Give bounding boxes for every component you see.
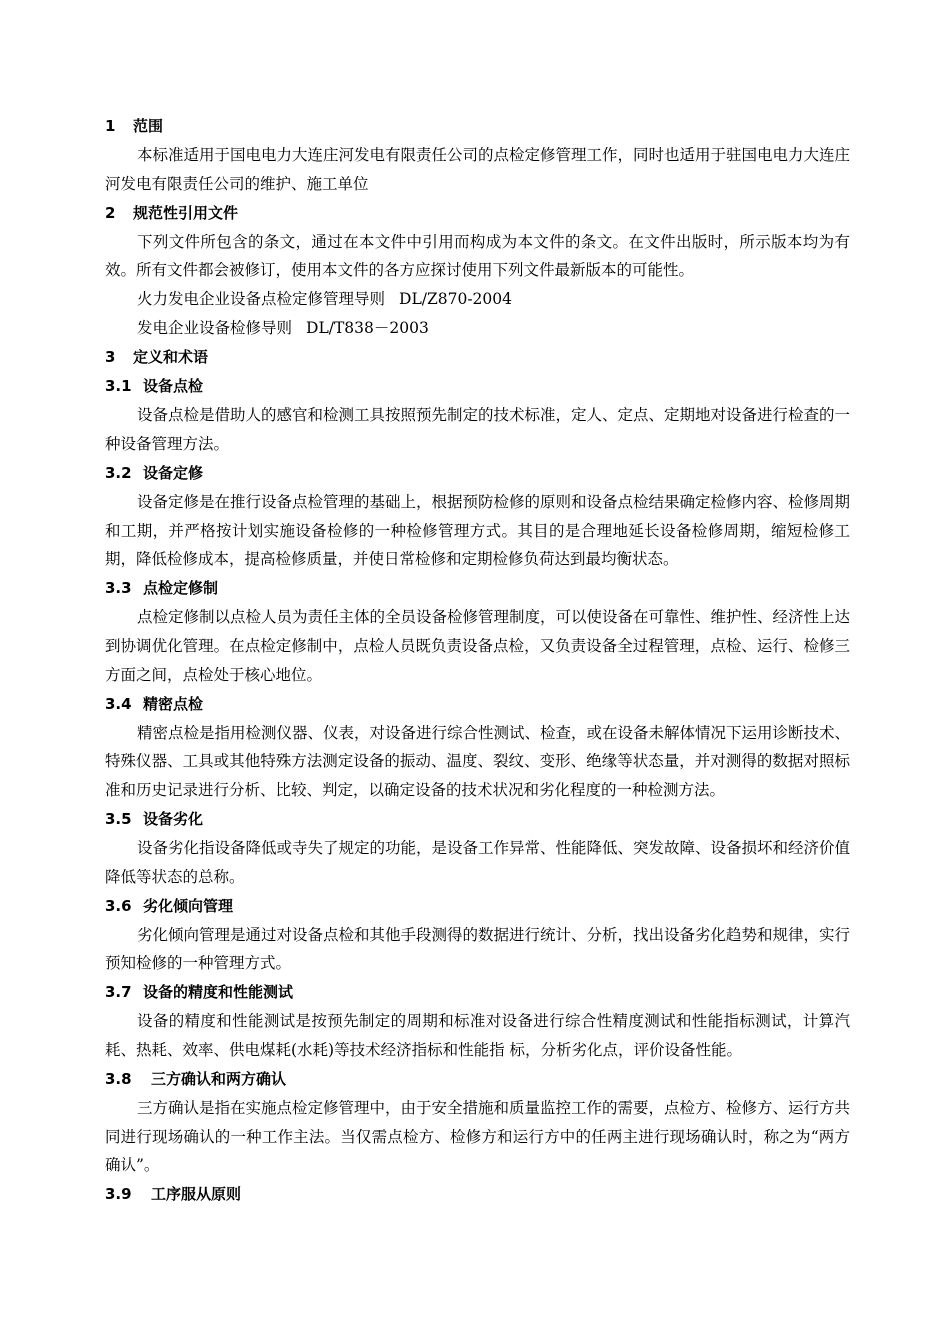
section-number: 2 bbox=[105, 203, 116, 222]
section-3-8-heading bbox=[105, 1065, 850, 1094]
reference-code: DL/T838－2003 bbox=[306, 319, 429, 338]
section-title: 设备的精度和性能测试 bbox=[143, 983, 294, 1002]
section-number: 3.2 bbox=[105, 463, 132, 482]
section-number: 3.9 bbox=[105, 1185, 132, 1204]
reference-name: 发电企业设备检修导则 bbox=[137, 319, 293, 338]
section-3-2-heading bbox=[105, 459, 850, 488]
section-1-body: 本标准适用于国电电力大连庄河发电有限责任公司的点检定修管理工作，同时也适用于驻国电电力大连庄河发电有限责任公司的维护、施工单位 bbox=[105, 146, 851, 193]
reference-name: 火力发电企业设备点检定修管理导则 bbox=[137, 290, 386, 309]
section-3-1-body: 设备点检是借助人的感官和检测工具按照预先制定的技术标准，定人、定点、定期地对设备进行检查的一种设备管理方法。 bbox=[105, 406, 851, 453]
section-3-7-body: 设备的精度和性能测试是按预先制定的周期和标准对设备进行综合性精度测试和性能指标测试，计算汽耗、热耗、效率、供电煤耗(水耗)等技术经济指标和性能指 标，分析劣化点，评价设备性能。 bbox=[105, 1012, 850, 1059]
section-title: 规范性引用文件 bbox=[133, 203, 239, 222]
section-title: 定义和术语 bbox=[133, 348, 209, 367]
section-number: 3.5 bbox=[105, 809, 132, 828]
section-3-5-heading bbox=[105, 805, 850, 834]
section-title: 精密点检 bbox=[143, 694, 204, 713]
reference-item bbox=[105, 285, 850, 314]
section-number: 3.8 bbox=[105, 1069, 132, 1088]
section-title: 设备定修 bbox=[143, 463, 204, 482]
section-title: 设备点检 bbox=[143, 377, 204, 396]
section-3-3-heading bbox=[105, 574, 850, 603]
section-3-6-body: 劣化倾向管理是通过对设备点检和其他手段测得的数据进行统计、分析，找出设备劣化趋势和规律，实行预知检修的一种管理方式。 bbox=[105, 925, 851, 973]
section-number: 3 bbox=[105, 348, 116, 367]
section-title: 点检定修制 bbox=[143, 579, 219, 598]
section-3-6-heading bbox=[105, 892, 850, 921]
section-3-5-body: 设备劣化指设备降低或寺失了规定的功能，是设备工作异常、性能降低、突发故障、设备损坏和经济价值降低等状态的总称。 bbox=[105, 838, 851, 886]
section-number: 3.6 bbox=[105, 896, 132, 915]
document-page bbox=[105, 112, 850, 1209]
section-2-body: 下列文件所包含的条文，通过在本文件中引用而构成为本文件的条文。在文件出版时，所示版本均为有效。所有文件都会被修订，使用本文件的各方应探讨使用下列文件最新版本的可能性。 bbox=[105, 232, 850, 280]
section-title: 三方确认和两方确认 bbox=[151, 1069, 287, 1088]
section-number: 3.1 bbox=[105, 377, 132, 396]
section-3-7-heading bbox=[105, 978, 850, 1007]
section-number: 1 bbox=[105, 117, 116, 135]
section-3-4-body: 精密点检是指用检测仪器、仪表，对设备进行综合性测试、检查，或在设备未解体情况下运用诊断技术、特殊仪器、工具或其他特殊方法测定设备的振动、温度、裂纹、变形、绝缘等状态量，并对测得的数据对照标准和历史记录进行分析、比较、判定，以确定设备的技术状况和劣化程度的一种检测方法。 bbox=[105, 723, 851, 800]
section-number: 3.4 bbox=[105, 694, 132, 713]
section-3-8-body: 三方确认是指在实施点检定修管理中，由于安全措施和质量监控工作的需要，点检方、检修方、运行方共同进行现场确认的一种工作主法。当仅需点检方、检修方和运行方中的任两主进行现场确认时，称之为“两方确认”。 bbox=[105, 1098, 851, 1175]
section-title: 工序服从原则 bbox=[151, 1185, 242, 1204]
section-3-9-heading bbox=[105, 1180, 850, 1209]
section-3-2-body: 设备定修是在推行设备点检管理的基础上，根据预防检修的原则和设备点检结果确定检修内容、检修周期和工期，并严格按计划实施设备检修的一种检修管理方式。其目的是合理地延长设备检修周期，缩短检修工期，降低检修成本，提高检修质量，并使日常检修和定期检修负荷达到最均衡状态。 bbox=[105, 492, 851, 569]
section-number: 3.7 bbox=[105, 983, 132, 1002]
section-3-1-heading bbox=[105, 372, 850, 401]
section-title: 设备劣化 bbox=[143, 809, 204, 828]
section-number: 3.3 bbox=[105, 579, 132, 598]
section-3-heading bbox=[105, 343, 850, 372]
section-title: 范围 bbox=[133, 117, 164, 135]
reference-code: DL/Z870-2004 bbox=[399, 290, 512, 309]
section-title: 劣化倾向管理 bbox=[143, 896, 234, 915]
section-2-heading bbox=[105, 199, 850, 228]
section-3-4-heading bbox=[105, 690, 850, 719]
reference-item bbox=[105, 314, 850, 343]
section-1-heading bbox=[105, 112, 850, 141]
section-3-3-body: 点检定修制以点检人员为责任主体的全员设备检修管理制度，可以使设备在可靠性、维护性、经济性上达到协调优化管理。在点检定修制中，点检人员既负责设备点检，又负责设备全过程管理，点检、运行、检修三方面之间，点检处于核心地位。 bbox=[105, 608, 851, 684]
